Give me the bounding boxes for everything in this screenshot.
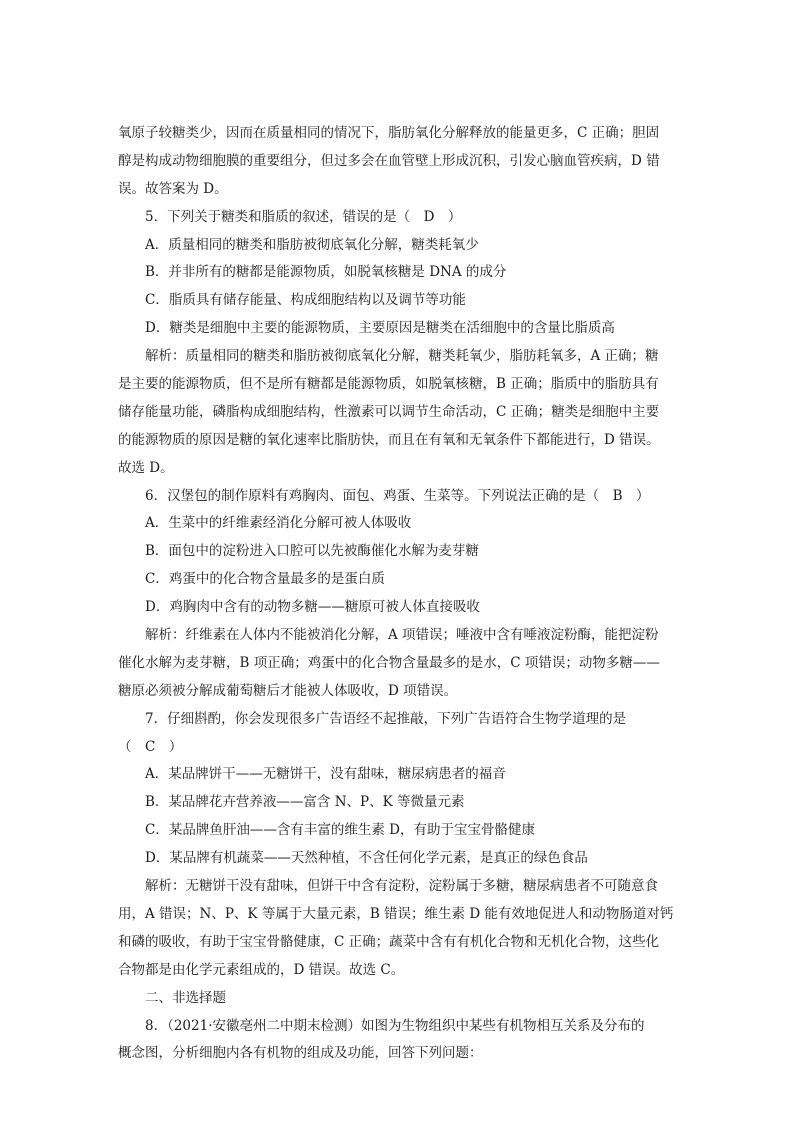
text-line: （ C ） — [118, 738, 183, 755]
text-line: 解析：无糖饼干没有甜味，但饼干中含有淀粉，淀粉属于多糖，糖尿病患者不可随意食 — [145, 878, 658, 895]
text-line: 的能源物质的原因是糖的氧化速率比脂肪快，而且在有氧和无氧条件下都能进行，D 错误。 — [118, 431, 660, 448]
text-line: 氧原子较糖类少，因而在质量相同的情况下，脂肪氧化分解释放的能量更多，C 正确；胆固 — [118, 125, 660, 141]
text-line: 解析：质量相同的糖类和脂肪被彻底氧化分解，糖类耗氧少，脂肪耗氧多，A 正确；糖 — [145, 348, 659, 365]
text-line: 糖原必须被分解成葡萄糖后才能被人体吸收，D 项错误。 — [118, 682, 458, 699]
text-line: D．鸡胸肉中含有的动物多糖——糖原可被人体直接吸收 — [145, 599, 480, 616]
text-line: 5．下列关于糖类和脂质的叙述，错误的是（ D ） — [145, 208, 462, 225]
text-line: 合物都是由化学元素组成的，D 错误。故选 C。 — [118, 961, 405, 978]
text-line: B．面包中的淀粉进入口腔可以先被酶催化水解为麦芽糖 — [145, 543, 479, 560]
text-line: D．某品牌有机蔬菜——天然种植，不含任何化学元素，是真正的绿色食品 — [145, 850, 588, 867]
text-line: 概念图，分析细胞内各有机物的组成及功能，回答下列问题： — [118, 1045, 483, 1062]
text-line: 6．汉堡包的制作原料有鸡胸肉、面包、鸡蛋、生菜等。下列说法正确的是（ B ） — [145, 487, 650, 504]
text-line: D．糖类是细胞中主要的能源物质，主要原因是糖类在活细胞中的含量比脂质高 — [145, 320, 615, 337]
text-line: 解析：纤维素在人体内不能被消化分解，A 项错误；唾液中含有唾液淀粉酶，能把淀粉 — [145, 627, 659, 644]
text-line: A．生菜中的纤维素经消化分解可被人体吸收 — [145, 515, 412, 532]
text-line: 和磷的吸收，有助于宝宝骨骼健康，C 正确；蔬菜中含有有机化合物和无机化合物，这些化 — [118, 933, 660, 950]
text-line: B．并非所有的糖都是能源物质，如脱氧核糖是 DNA 的成分 — [145, 264, 507, 281]
text-line: 二、非选择题 — [145, 989, 226, 1006]
text-line: 是主要的能源物质，但不是所有糖都是能源物质，如脱氧核糖，B 正确；脂质中的脂肪具有 — [118, 376, 659, 393]
text-line: 7．仔细斟酌，你会发现很多广告语经不起推敲，下列广告语符合生物学道理的是 — [145, 710, 627, 727]
text-line: C．某品牌鱼肝油——含有丰富的维生素 D，有助于宝宝骨骼健康 — [145, 822, 535, 839]
text-line: C．鸡蛋中的化合物含量最多的是蛋白质 — [145, 571, 385, 588]
text-line: 用，A 错误；N、P、K 等属于大量元素，B 错误；维生素 D 能有效地促进人和动物肠道对钙 — [118, 905, 674, 922]
text-line: 储存能量功能，磷脂构成细胞结构，性激素可以调节生命活动，C 正确；糖类是细胞中主要 — [118, 403, 660, 420]
text-line: 醇是构成动物细胞膜的重要组分，但过多会在血管壁上形成沉积，引发心脑血管疾病，D 错 — [118, 152, 660, 169]
document-page — [118, 120, 676, 1068]
text-line: 8．（2021·安徽亳州二中期末检测）如图为生物组织中某些有机物相互关系及分布的 — [145, 1017, 645, 1034]
text-line: B．某品牌花卉营养液——富含 N、P、K 等微量元素 — [145, 794, 465, 811]
text-line: 催化水解为麦芽糖，B 项正确；鸡蛋中的化合物含量最多的是水，C 项错误；动物多糖—— — [118, 654, 660, 671]
text-line: 故选 D。 — [118, 459, 174, 476]
text-line: 误。故答案为 D。 — [118, 180, 228, 197]
text-line: A．某品牌饼干——无糖饼干，没有甜味，糖尿病患者的福音 — [145, 766, 506, 783]
text-line: C．脂质具有储存能量、构成细胞结构以及调节等功能 — [145, 292, 466, 309]
text-line: A．质量相同的糖类和脂肪被彻底氧化分解，糖类耗氧少 — [145, 236, 479, 253]
